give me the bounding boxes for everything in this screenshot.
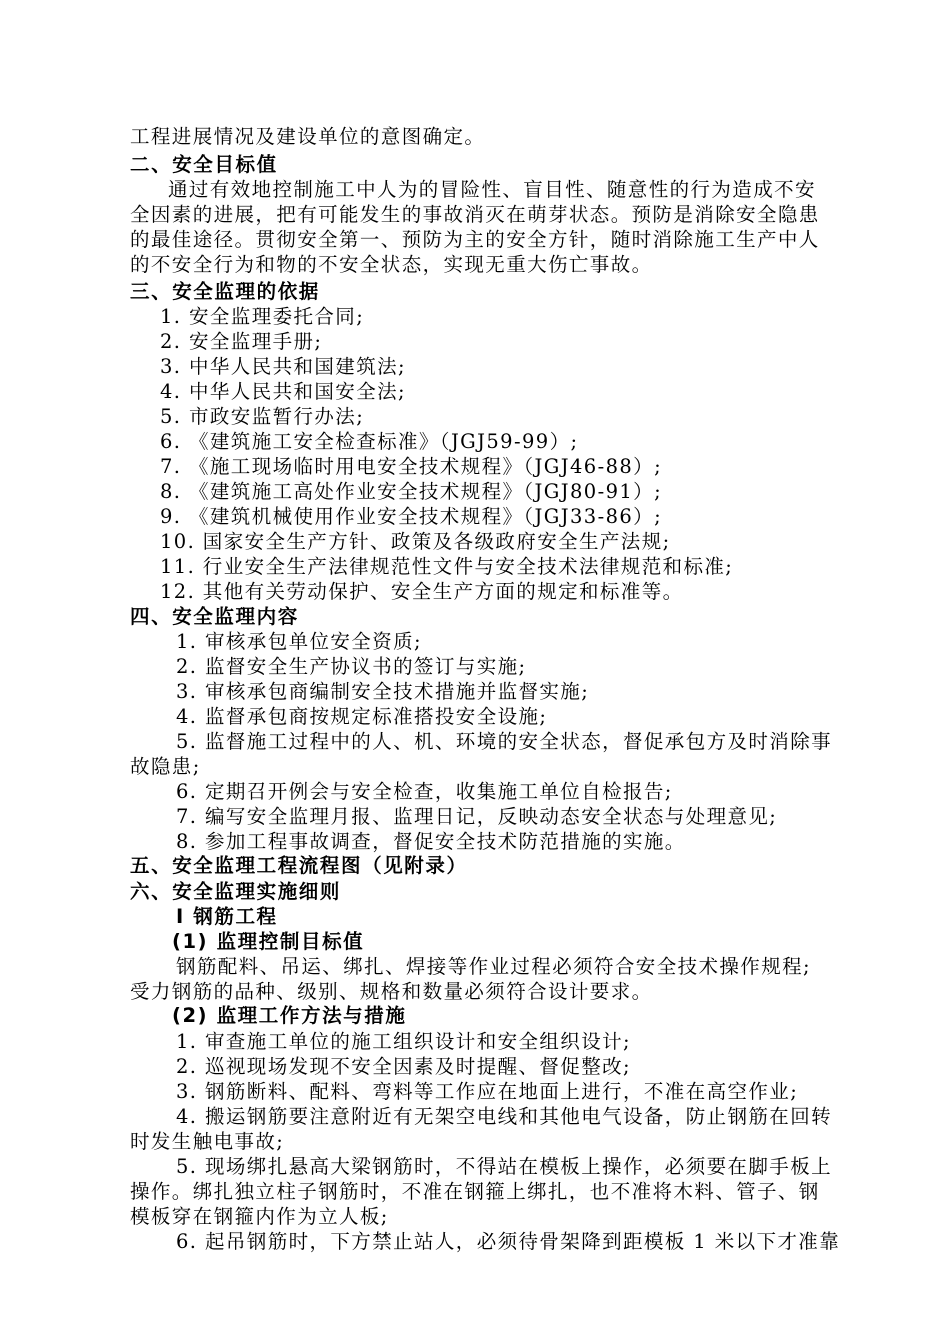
list-item: 10. 国家安全生产方针、政策及各级政府安全生产法规; xyxy=(160,530,671,553)
list-item: 1. 审核承包单位安全资质; xyxy=(176,630,422,653)
section-heading: 四、安全监理内容 xyxy=(130,605,299,628)
list-item: 6. 《建筑施工安全检查标准》（JGJ59-99）; xyxy=(160,430,579,453)
text-line: 受力钢筋的品种、级别、规格和数量必须符合设计要求。 xyxy=(130,980,653,1003)
text-line: 时发生触电事故; xyxy=(130,1130,285,1153)
subsection-heading: Ⅰ 钢筋工程 xyxy=(176,905,278,928)
list-item: 2. 监督安全生产协议书的签订与实施; xyxy=(176,655,527,678)
text-line: 模板穿在钢箍内作为立人板; xyxy=(130,1205,389,1228)
text-line: 通过有效地控制施工中人为的冒险性、盲目性、随意性的行为造成不安 xyxy=(168,178,816,201)
list-item: 8. 《建筑施工高处作业安全技术规程》（JGJ80-91）; xyxy=(160,480,663,503)
section-heading: 五、安全监理工程流程图（见附录） xyxy=(130,854,468,877)
list-item: 1. 审查施工单位的施工组织设计和安全组织设计; xyxy=(176,1030,631,1053)
list-item: 2. 巡视现场发现不安全因素及时提醒、督促整改; xyxy=(176,1055,631,1078)
list-item: 2. 安全监理手册; xyxy=(160,330,323,353)
list-item: 8. 参加工程事故调查，督促安全技术防范措施的实施。 xyxy=(176,830,686,853)
list-item: 5. 监督施工过程中的人、机、环境的安全状态，督促承包方及时消除事 xyxy=(176,730,833,753)
list-item: 4. 中华人民共和国安全法; xyxy=(160,380,406,403)
section-heading: 六、安全监理实施细则 xyxy=(130,880,342,903)
list-item: 4. 监督承包商按规定标准搭投安全设施; xyxy=(176,705,548,728)
list-item: 3. 审核承包商编制安全技术措施并监督实施; xyxy=(176,680,590,703)
text-line: 全因素的进展，把有可能发生的事故消灭在萌芽状态。预防是消除安全隐患 xyxy=(130,203,820,226)
section-heading: 二、安全目标值 xyxy=(130,153,278,176)
list-item: 11. 行业安全生产法律规范性文件与安全技术法律规范和标准; xyxy=(160,555,734,578)
list-item: 7. 《施工现场临时用电安全技术规程》（JGJ46-88）; xyxy=(160,455,663,478)
list-item: 9. 《建筑机械使用作业安全技术规程》（JGJ33-86）; xyxy=(160,505,663,528)
list-item: 1. 安全监理委托合同; xyxy=(160,305,365,328)
list-item: 3. 中华人民共和国建筑法; xyxy=(160,355,406,378)
section-heading: 三、安全监理的依据 xyxy=(130,280,320,303)
list-item: 4. 搬运钢筋要注意附近有无架空电线和其他电气设备，防止钢筋在回转 xyxy=(176,1105,833,1128)
subsection-heading: (1) 监理控制目标值 xyxy=(172,930,365,953)
text-line: 钢筋配料、吊运、绑扎、焊接等作业过程必须符合安全技术操作规程; xyxy=(176,955,811,978)
list-item: 7. 编写安全监理月报、监理日记，反映动态安全状态与处理意见; xyxy=(176,805,778,828)
text-line: 的不安全行为和物的不安全状态，实现无重大伤亡事故。 xyxy=(130,253,653,276)
text-line: 的最佳途径。贯彻安全第一、预防为主的安全方针，随时消除施工生产中人 xyxy=(130,228,820,251)
subsection-heading: (2) 监理工作方法与措施 xyxy=(172,1004,407,1027)
list-item: 6. 起吊钢筋时，下方禁止站人，必须待骨架降到距模板 1 米以下才准靠 xyxy=(176,1230,841,1253)
list-item: 3. 钢筋断料、配料、弯料等工作应在地面上进行，不准在高空作业; xyxy=(176,1080,799,1103)
list-item: 6. 定期召开例会与安全检查，收集施工单位自检报告; xyxy=(176,780,673,803)
list-item: 5. 现场绑扎悬高大梁钢筋时，不得站在模板上操作，必须要在脚手板上 xyxy=(176,1155,833,1178)
text-line: 工程进展情况及建设单位的意图确定。 xyxy=(130,125,486,148)
list-item: 5. 市政安监暂行办法; xyxy=(160,405,365,428)
text-line: 操作。绑扎独立柱子钢筋时，不准在钢箍上绑扎，也不准将木料、管子、钢 xyxy=(130,1180,820,1203)
list-item: 12. 其他有关劳动保护、安全生产方面的规定和标准等。 xyxy=(160,580,684,603)
text-line: 故隐患; xyxy=(130,755,201,778)
